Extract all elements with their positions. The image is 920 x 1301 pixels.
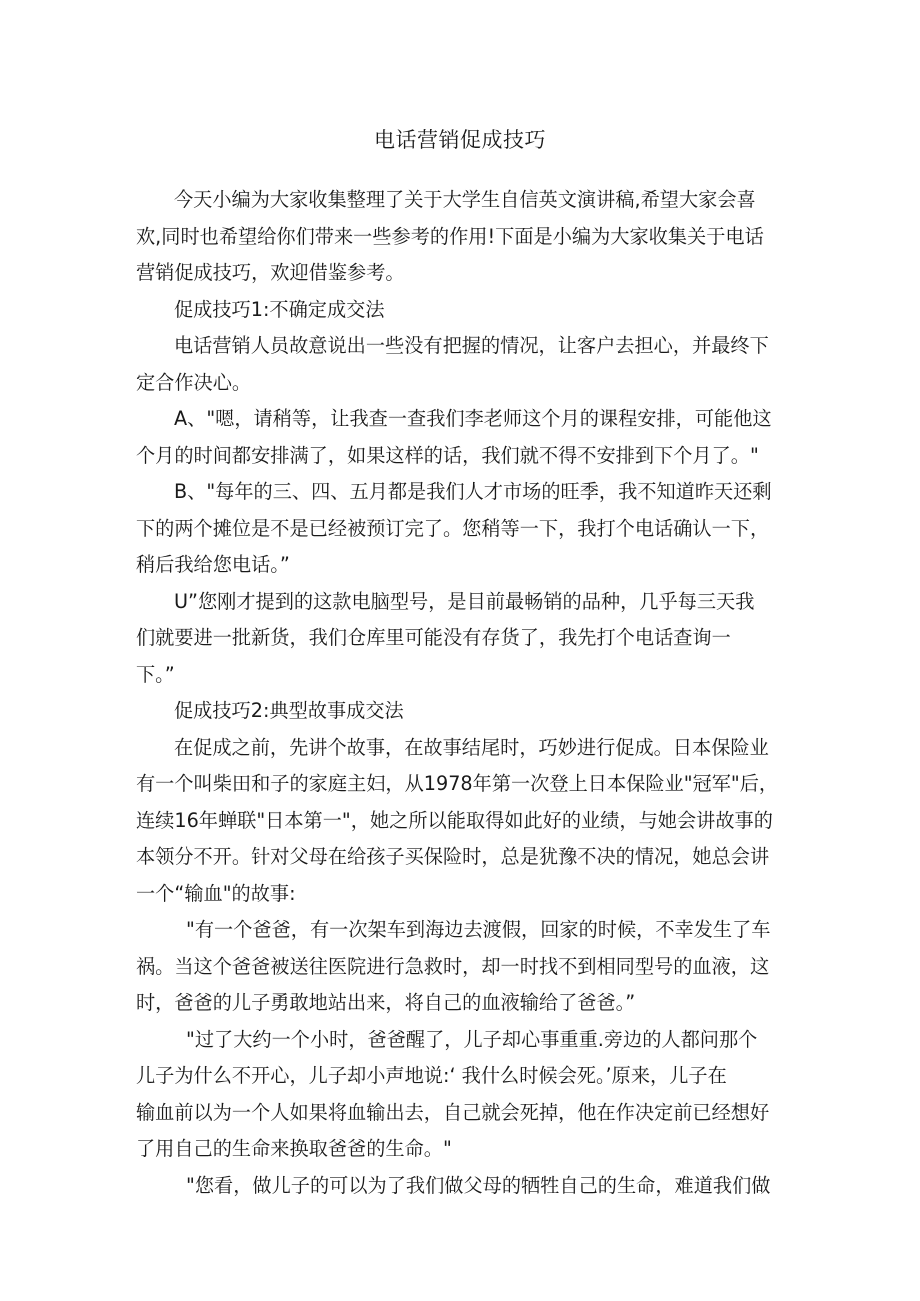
text-line: 有一个叫柴田和子的家庭主妇，从1978年第一次登上日本保险业"冠军"后， [136,772,779,795]
text-line: 了用自己的生命来换取爸爸的生命。" [136,1137,452,1160]
text-line: 营销促成技巧，欢迎借鉴参考。 [136,261,405,284]
text-line: 促成技巧2:典型故事成交法 [174,699,404,722]
paragraph [136,474,796,584]
text-line: 下的两个摊位是不是已经被预订完了。您稍等一下，我打个电话确认一下， [136,516,770,540]
text-line: 稍后我给您电话。” [136,553,290,576]
paragraph [136,401,796,474]
section-heading [136,693,796,730]
document-body [136,182,796,1204]
text-line: 在促成之前，先讲个故事，在故事结尾时，巧妙进行促成。日本保险业 [174,735,769,759]
text-line: "您看，做儿子的可以为了我们做父母的牺牲自己的生命，难道我们做 [186,1173,771,1197]
paragraph [136,730,796,913]
section-heading [136,292,796,329]
text-line: 今天小编为大家收集整理了关于大学生自信英文演讲稿,希望大家会喜 [174,188,756,211]
text-line: 时，爸爸的儿子勇敢地站出来，将自己的血液输给了爸爸。” [136,991,636,1014]
text-line: B、"每年的三、四、五月都是我们人才市场的旺季，我不知道昨天还剩 [174,480,772,503]
text-line: "过了大约一个小时，爸爸醒了，儿子却心事重重.旁边的人都问那个 [186,1027,758,1051]
text-line: 促成技巧1:不确定成交法 [174,297,385,321]
paragraph [136,1022,796,1168]
text-line: U”您刚才提到的这款电脑型号，是目前最畅销的品种，几乎每三天我 [174,589,755,613]
text-line: 欢,同时也希望给你们带来一些参考的作用!下面是小编为大家收集关于电话 [136,224,764,248]
text-line: 定合作决心。 [136,370,252,394]
text-line: 下。” [136,662,175,686]
text-line: 儿子为什么不开心，儿子却小声地说:‘ 我什么时候会死。’原来，儿子在 [136,1064,727,1087]
text-line: 祸。当这个爸爸被送往医院进行急救时，却一时找不到相同型号的血液，这 [136,954,770,978]
text-line: 输血前以为一个人如果将血输出去，自己就会死掉，他在作决定前已经想好 [136,1100,770,1124]
text-line: A、"嗯，请稍等，让我查一查我们李老师这个月的课程安排，可能他这 [174,407,772,430]
paragraph [136,1168,796,1205]
text-line: 个月的时间都安排满了，如果这样的话，我们就不得不安排到下个月了。" [136,443,759,467]
paragraph [136,328,796,401]
paragraph [136,584,796,694]
text-line: 一个“输血"的故事: [136,881,296,905]
text-line: 们就要进一批新货，我们仓库里可能没有存货了，我先打个电话查询一 [136,626,731,649]
text-line: 本领分不开。针对父母在给孩子买保险时，总是犹豫不决的情况，她总会讲 [136,845,770,868]
page-title: 电话营销促成技巧 [374,128,546,152]
paragraph [136,182,796,292]
text-line: "有一个爸爸，有一次架车到海边去渡假，回家的时候，不幸发生了车 [186,918,771,941]
text-line: 电话营销人员故意说出一些没有把握的情况，让客户去担心，并最终下 [174,334,769,357]
paragraph [136,912,796,1022]
text-line: 连续16年蝉联"日本第一"，她之所以能取得如此好的业绩，与她会讲故事的 [136,808,773,832]
